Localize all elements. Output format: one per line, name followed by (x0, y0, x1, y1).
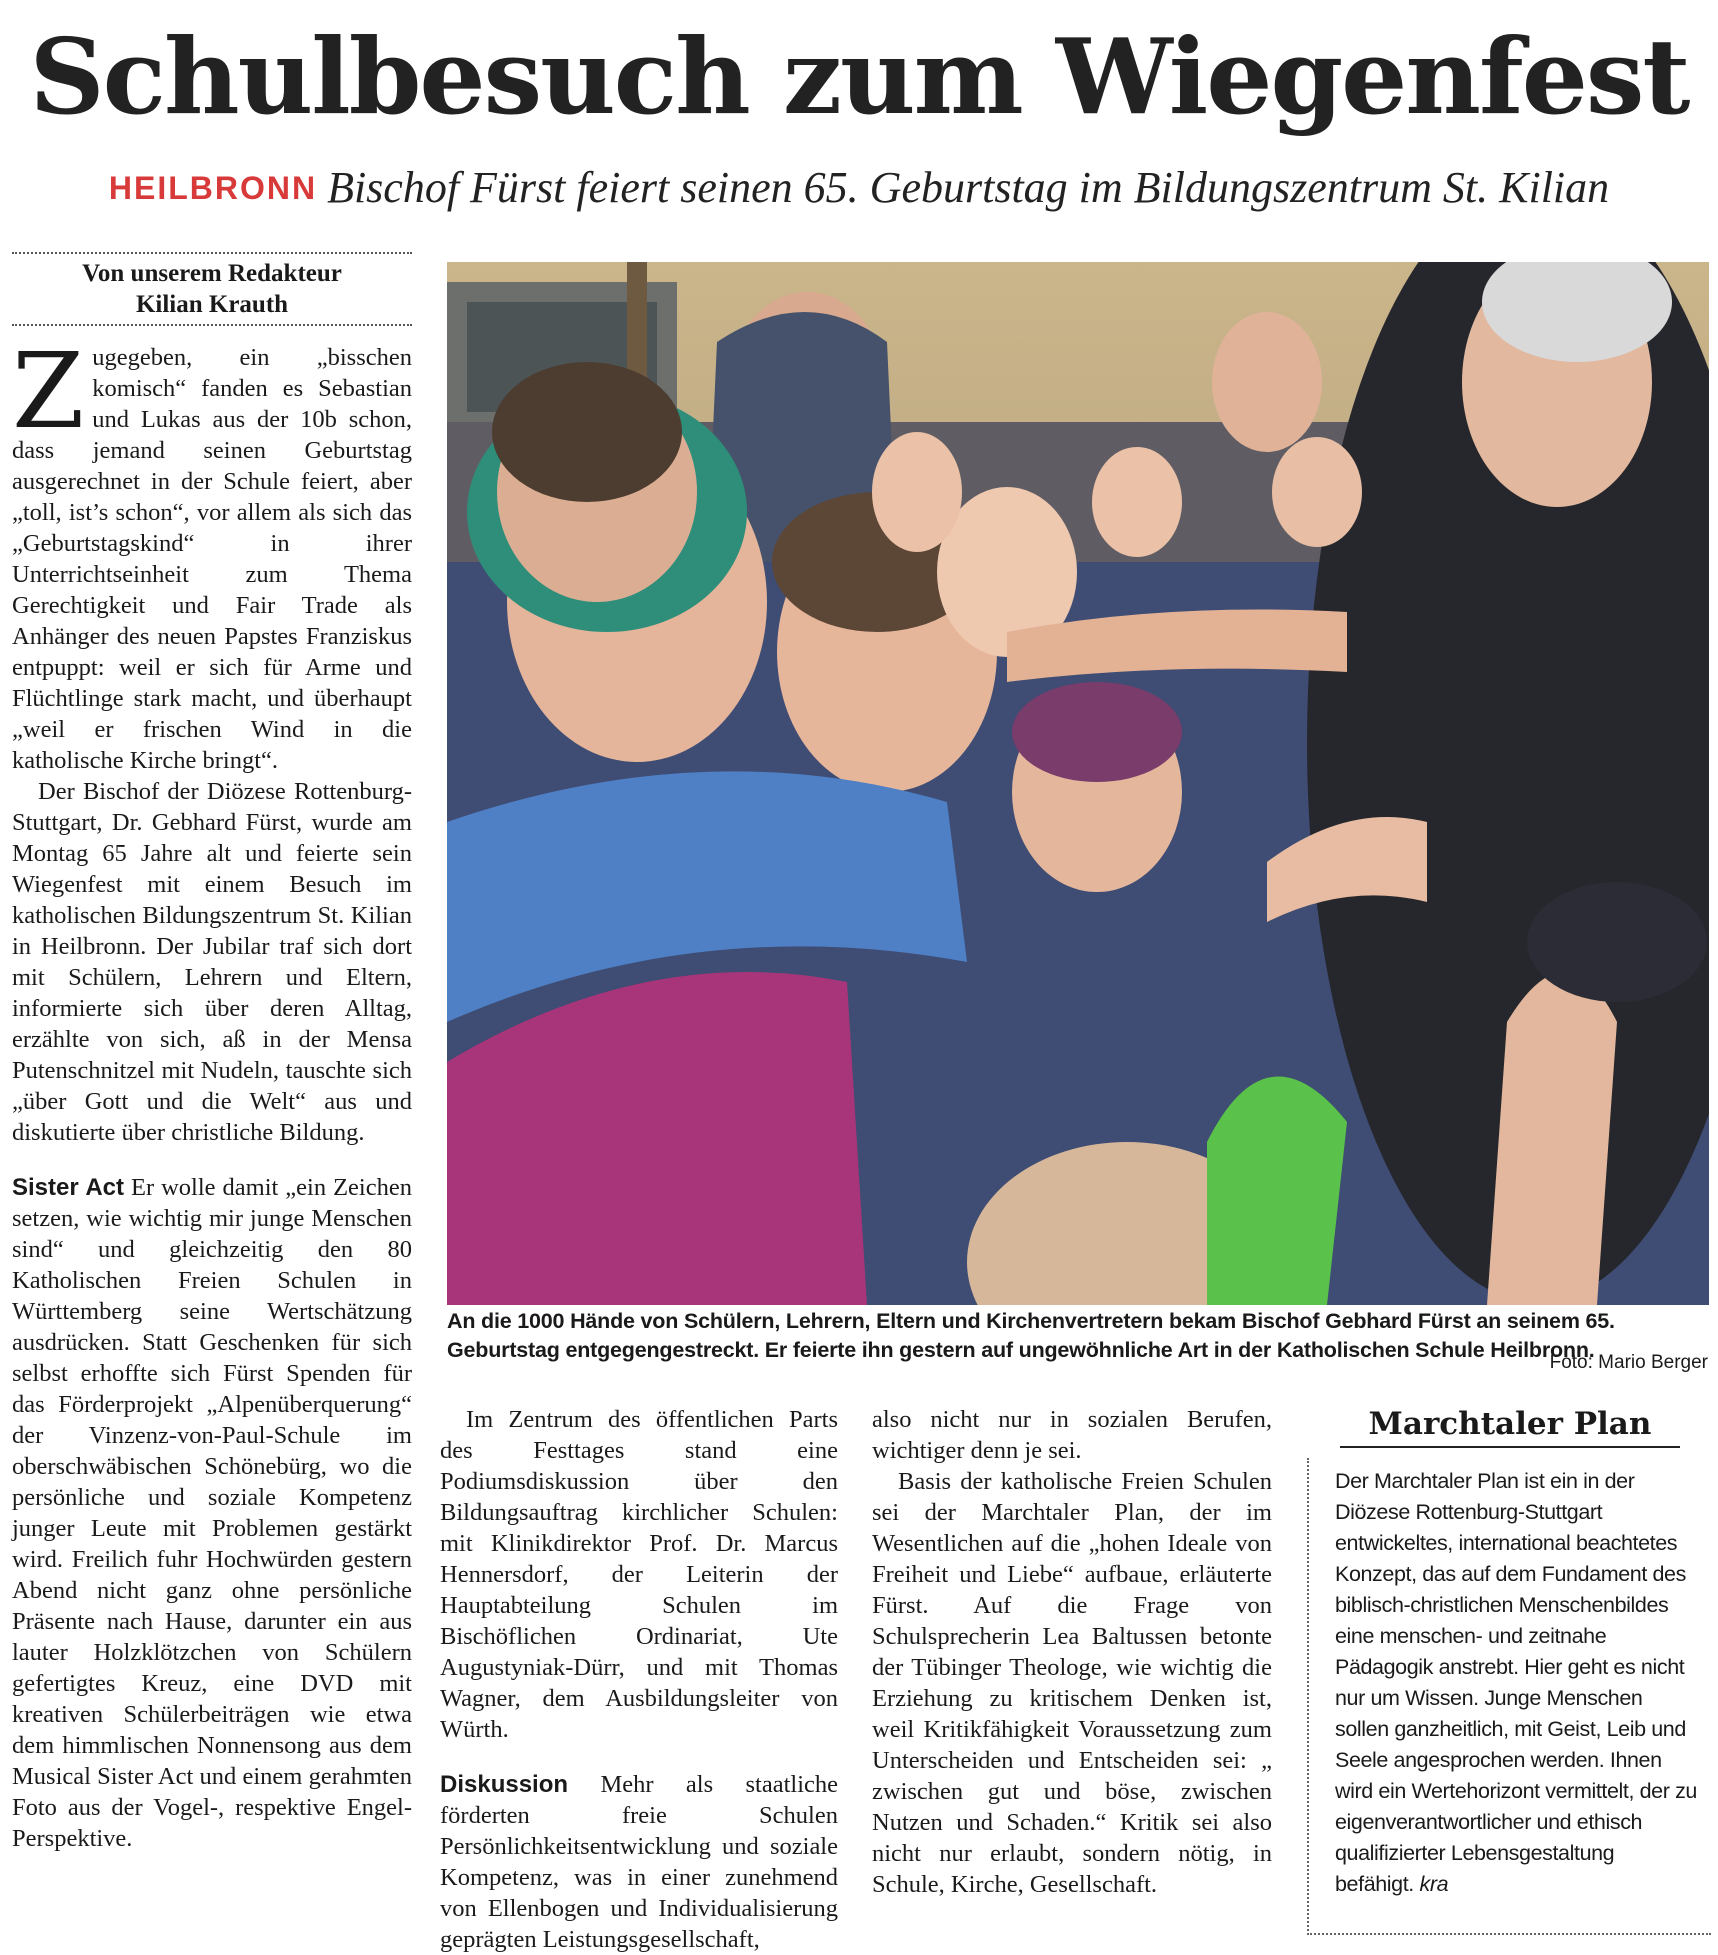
article-paragraph: Der Bischof der Diözese Rottenburg-Stuttgart, Dr. Gebhard Fürst, wurde am Montag 65 Jahre alt und feierte sein Wiegenfest mit einem Besuch im katholischen Bildungszentrum St. Kilian in Heilbronn. Der Jubilar traf sich dort mit Schülern, Lehrern und Eltern, informierte sich über deren Alltag, erzählte von sich, aß in der Mensa Putenschnitzel mit Nudeln, tauschte sich „über Gott und die Welt“ aus und diskutierte über christliche Bildung. (12, 778, 412, 1146)
section-subhead: Diskussion (440, 1771, 569, 1798)
photo-illustration (447, 262, 1709, 1305)
drop-cap: Z (12, 330, 85, 452)
info-box-text (1335, 1466, 1697, 1900)
byline-role: Von unserem Redakteur (82, 260, 342, 287)
article-paragraph-text: Er wolle damit „ein Zeichen setzen, wie wichtig mir junge Menschen sind“ und gleichzeitig den 80 Katholischen Freien Schulen in Württemberg seine Wertschätzung ausdrücken. Statt Geschenken für sich selbst erhoffte sich Fürst Spenden für das Förderprojekt „Alpenüberquerung“ der Vinzenz-von-Paul-Schule im oberschwäbischen Schönebürg, wo die persönliche und soziale Kompetenz junger Leute mit Problemen gestärkt wird. Freilich fuhr Hochwürden gestern Abend nicht ganz ohne persönliche Präsente nach Hause, darunter ein aus lauter Holzklötzchen von Schülern gefertigtes Kreuz, eine DVD mit kreativen Schülerbeiträgen wie etwa dem himmlischen Nonnensong aus dem Musical Sister Act und einem gerahmten Foto aus der Vogel-, respektive Engel-Perspektive. (12, 1174, 412, 1852)
subheadline-text: Bischof Fürst feiert seinen 65. Geburtstag im Bildungszentrum St. Kilian (327, 163, 1610, 212)
article-paragraph (12, 330, 412, 776)
article-paragraph (440, 1769, 838, 1955)
article-column-3 (872, 1404, 1272, 1900)
location-label: HEILBRONN (108, 170, 318, 206)
headline: Schulbesuch zum Wiegenfest (29, 15, 1689, 138)
article-paragraph: Im Zentrum des öffentlichen Parts des Festtages stand eine Podiumsdiskussion über den Bildungsauftrag kirchlicher Schulen: mit Klinikdirektor Prof. Dr. Marcus Hennersdorf, der Leiterin der Hauptabteilung Schulen im Bischöflichen Ordinariat, Ute Augustyniak-Dürr, und mit Thomas Wagner, dem Ausbildungsleiter von Würth. (440, 1406, 838, 1743)
author-signature: kra (1419, 1872, 1449, 1896)
info-box-title: Marchtaler Plan (1340, 1406, 1680, 1448)
article-paragraph: also nicht nur in sozialen Berufen, wichtiger denn je sei. (872, 1406, 1272, 1464)
section-subhead: Sister Act (12, 1174, 125, 1201)
article-paragraph: Basis der katholische Freien Schulen sei der Marchtaler Plan, der im Wesentlichen auf die „hohen Ideale von Freiheit und Liebe“ aufbaue, erläuterte Fürst. Auf die Frage von Schulsprecherin Lea Baltussen betonte der Tübinger Theologe, wie wichtig die Erziehung zu kritischem Denken ist, weil Kritikfähigkeit Voraussetzung zum Unterscheiden und Entscheiden sei: „ zwischen gut und böse, zwischen Nutzen und Schaden.“ Kritik sei also nicht nur erlaubt, sondern nötig, in Schule, Kirche, Gesellschaft. (872, 1468, 1272, 1898)
subheadline (0, 162, 1718, 213)
photo-credit: Foto: Mario Berger (1549, 1352, 1708, 1373)
byline-author: Kilian Krauth (135, 291, 289, 318)
article-paragraph-text: ugegeben, ein „bisschen komisch“ fanden es Sebastian und Lukas aus der 10b schon, dass jemand seinen Geburtstag ausgerechnet in der Schule feiert, aber „toll, ist’s schon“, vor allem als sich das „Geburtstagskind“ in ihrer Unterrichtseinheit zum Thema Gerechtigkeit und Fair Trade als Anhänger des neuen Papstes Franziskus entpuppt: weil er sich für Arme und Flüchtlinge stark macht, und überhaupt „weil er frischen Wind in die katholische Kirche bringt“. (12, 344, 412, 774)
article-paragraph (12, 1172, 412, 1854)
article-photo (447, 262, 1709, 1305)
byline (12, 252, 412, 326)
article-column-2 (440, 1404, 838, 1955)
photo-caption: An die 1000 Hände von Schülern, Lehrern, Eltern und Kirchenvertretern bekam Bischof Gebhard Fürst an seinem 65. Geburtstag entgegengestreckt. Er feierte ihn gestern auf ungewöhnliche Art in der Katholischen Schule Heilbronn. (447, 1309, 1615, 1362)
info-box-body: Der Marchtaler Plan ist ein in der Diözese Rottenburg-Stuttgart entwickeltes, international beachtetes Konzept, das auf dem Fundament des biblisch-christlichen Menschenbildes eine menschen- und zeitnahe Pädagogik anstrebt. Hier geht es nicht nur um Wissen. Junge Menschen sollen ganzheitlich, mit Geist, Leib und Seele angesprochen werden. Ihnen wird ein Wertehorizont vermittelt, der zu eigenverantwortlicher und ethisch qualifizierter Lebensgestaltung befähigt. (1335, 1469, 1697, 1896)
article-column-1 (12, 330, 412, 1854)
article-paragraph-text: Mehr als staatliche förderten freie Schulen Persönlichkeitsentwicklung und soziale Kompetenz, was in einer zunehmend von Ellenbogen und Individualisierung geprägten Leistungsgesellschaft, (440, 1771, 839, 1953)
